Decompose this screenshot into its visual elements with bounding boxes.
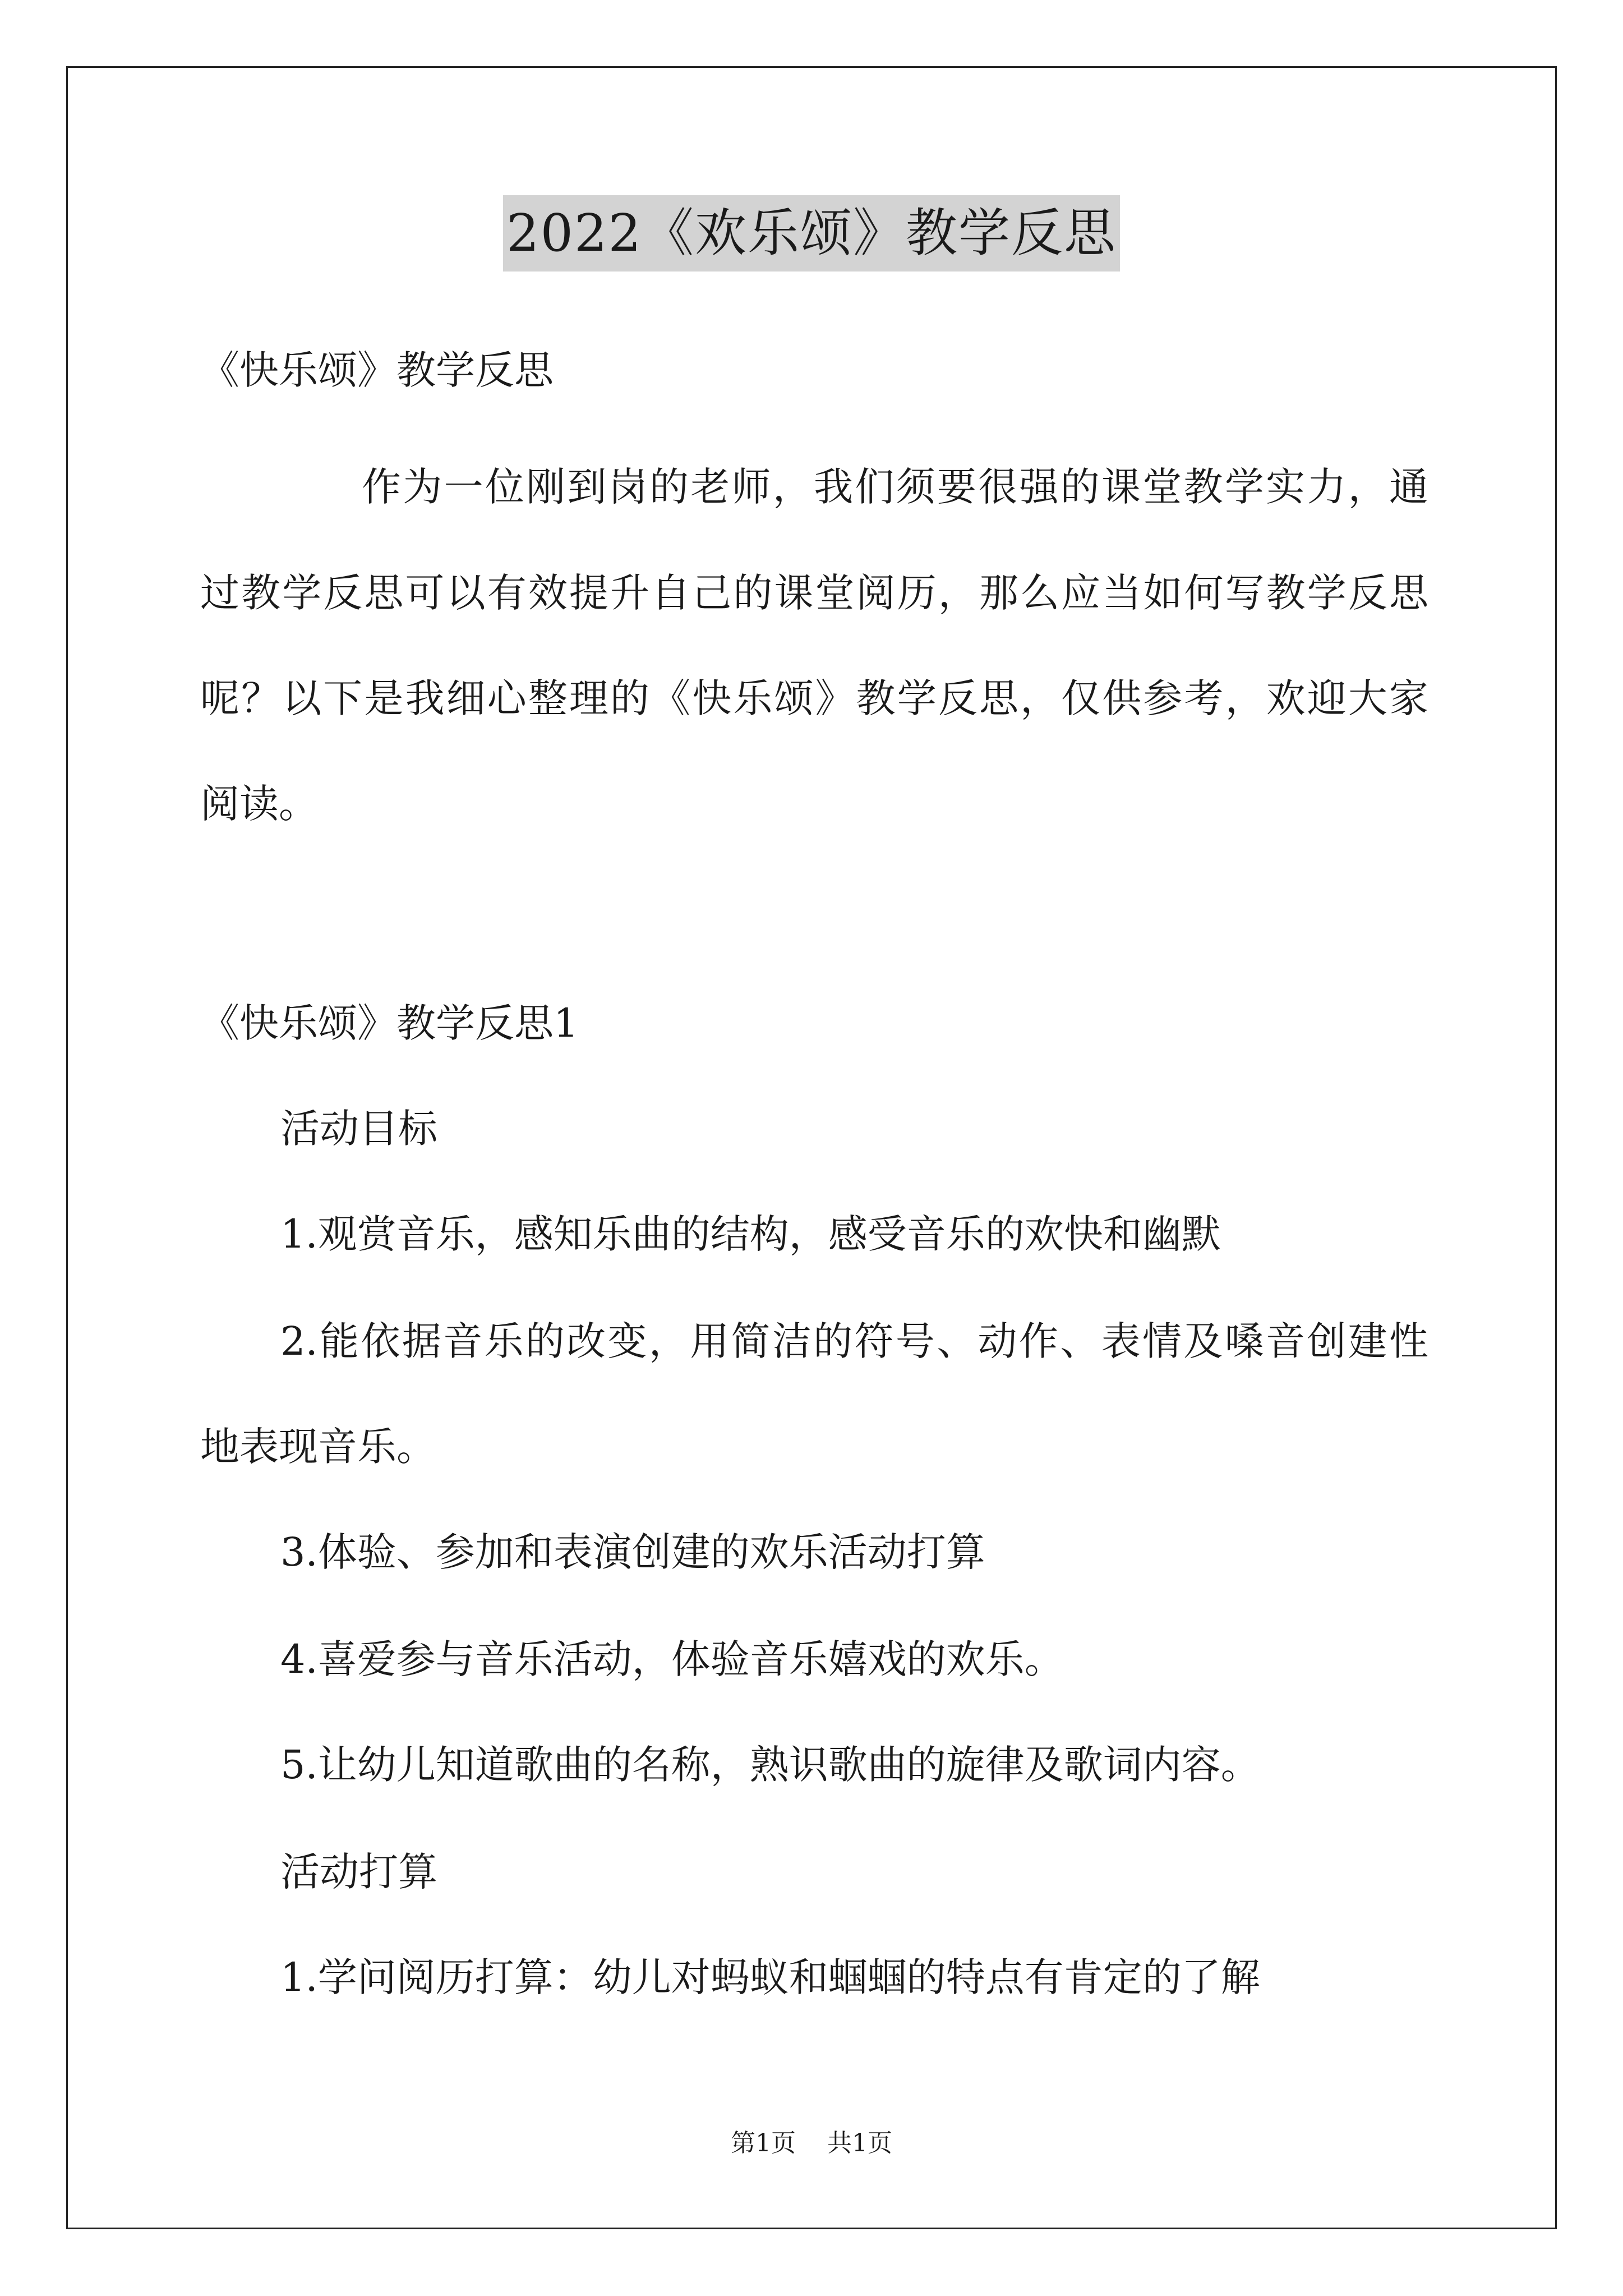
- goal-item-2-cont: 地表现音乐。: [200, 1424, 436, 1470]
- goal-item-4: 4.喜爱参与音乐活动，体验音乐嬉戏的欢乐。: [280, 1636, 1064, 1682]
- page-footer: [0, 2128, 1623, 2159]
- goal-item-2: 2.能依据音乐的改变，用简洁的符号、动作、表情及嗓音创建性: [280, 1318, 1428, 1364]
- prep-item-1: 1.学问阅历打算：幼儿对蚂蚁和蝈蝈的特点有肯定的了解: [280, 1954, 1260, 2000]
- goal-item-1: 1.观赏音乐，感知乐曲的结构，感受音乐的欢快和幽默: [280, 1211, 1221, 1257]
- goal-item-3: 3.体验、参加和表演创建的欢乐活动打算: [280, 1529, 985, 1575]
- page-number: 第1页 共1页: [731, 2129, 892, 2157]
- prep-heading: 活动打算: [280, 1849, 437, 1895]
- goals-heading: 活动目标: [280, 1106, 437, 1152]
- document-subtitle: 《快乐颂》教学反思: [200, 347, 554, 393]
- document-title: 2022《欢乐颂》教学反思: [503, 195, 1120, 272]
- intro-line-2: 过教学反思可以有效提升自己的课堂阅历，那么应当如何写教学反思: [200, 570, 1428, 616]
- intro-line-4: 阅读。: [200, 781, 318, 827]
- title-container: [0, 195, 1623, 272]
- goal-item-5: 5.让幼儿知道歌曲的名称，熟识歌曲的旋律及歌词内容。: [280, 1742, 1260, 1788]
- intro-line-1: 作为一位刚到岗的老师，我们须要很强的课堂教学实力，通: [362, 464, 1428, 510]
- intro-line-3: 呢？以下是我细心整理的《快乐颂》教学反思，仅供参考，欢迎大家: [200, 675, 1428, 721]
- section-heading: 《快乐颂》教学反思1: [200, 1000, 579, 1046]
